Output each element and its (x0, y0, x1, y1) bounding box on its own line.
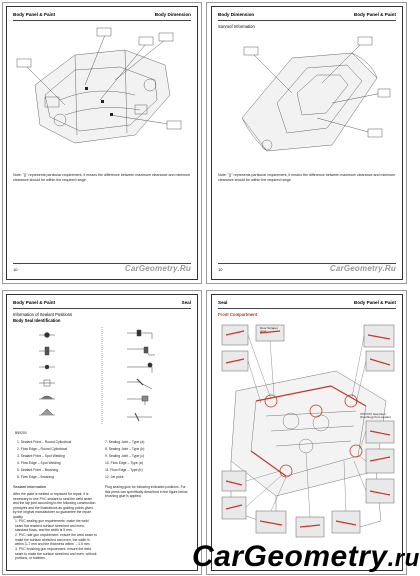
legend-item: 2. Flow Edge – Round Cylindrical (17, 447, 68, 451)
front-compartment-seal-drawing (216, 321, 398, 541)
callout-door-scraper: Door Scraper goss (260, 326, 278, 334)
sealant-information-heading: Sealant Information (13, 485, 46, 489)
footer-watermark: CarGeometry.Ru (124, 264, 191, 273)
legend-item: 11. Flow Edge – Type (b) (105, 468, 143, 472)
site-watermark-tld: .ru (387, 545, 420, 572)
legend-item: 4. Flow Edge – Spot Welding (17, 461, 61, 465)
site-watermark (192, 540, 420, 574)
header-right: Seal (181, 300, 191, 305)
clearance-note: Note: "()" represents particular requirement, it means the difference between maximum clearance and minimum clearance should be within the required range. (218, 173, 396, 182)
plug-sealing-note: Plug sealing glue for following indicated positions. For this press can specifically described in the figure below, brushing glue is applied. (105, 485, 189, 499)
figure-code: B59200 (15, 431, 27, 435)
header-right: Body Panel & Paint (353, 300, 396, 305)
legend-item: 10. Flow Edge – Type (a) (105, 461, 143, 465)
sunroof-vehicle-drawing (222, 33, 392, 163)
header-left: Body Dimension (218, 12, 255, 17)
page-header (218, 299, 396, 309)
sealant-bullet: 3. PVC brushing gun requirement: ensure the weld seam to make the surface stretched and even, without portions, or bubbles. (15, 547, 97, 561)
legend-item: 7. Sealing Joint – Type (a) (105, 440, 145, 444)
body-seal-identification-subtitle: Body Seal Identification (13, 318, 61, 323)
section-title: Sunroof Information (218, 24, 255, 29)
seal-symbol-table (27, 327, 177, 427)
header-right: Body Dimension (154, 12, 191, 17)
footer-watermark: CarGeometry.Ru (329, 264, 396, 273)
header-left: Body Panel & Paint (13, 12, 56, 17)
callout-gap-door: XXXXXX Gap Door (brushing) from sealant (360, 412, 391, 420)
document-page-sunroof (211, 6, 403, 280)
page-footer (13, 263, 191, 276)
clearance-note: Note: "()" represents particular requirement, it means the difference between maximum clearance and minimum clearance should be within the required range. (13, 173, 191, 182)
header-right: Body Panel & Paint (353, 12, 396, 17)
page-footer (218, 263, 396, 276)
legend-item: 1. Sealant Point – Round Cylindrical (17, 440, 72, 444)
legend-item: 9. Sealing Joint – Type (c) (105, 454, 145, 458)
document-page-seal-identification (6, 294, 198, 571)
sealant-positions-title: Information of Sealant Positions (13, 312, 73, 317)
page-footer (13, 565, 191, 569)
legend-item: 12. Jet point (105, 475, 124, 479)
page-number: 10 (218, 267, 223, 272)
sealant-bullet: 1. PVC sealing gun requirements: make the weld seam flat reached surface stretched and even, standard flows, and the width is 5 mm. (15, 519, 89, 533)
page-header (218, 11, 396, 21)
legend-item: 6. Flow Edge – Brushing (17, 475, 54, 479)
vehicle-body-dimension-drawing (15, 25, 185, 161)
legend-item: 5. Sealant Point – Brushing (17, 468, 59, 472)
document-page-body-dimension (6, 6, 198, 280)
page-number: 10 (13, 267, 18, 272)
page-header (13, 299, 191, 309)
sealant-bullet: 2. PVC rate gun requirement: ensure the weld seam to make the surface stretched and even, the width is within 3–7 mm and the thickness within …1.5 mm. (15, 533, 97, 547)
site-watermark-main: CarGeometry (192, 540, 388, 573)
header-left: Seal (218, 300, 228, 305)
legend-item: 3. Sealant Point – Spot Welding (17, 454, 65, 458)
page-header (13, 11, 191, 21)
header-left: Body Panel & Paint (13, 300, 56, 305)
sealant-information-body: After the plate is welded or replaced for repair, it is necessary to use PVC sealant to seal the weld seam and the lap joint according to the following construction principles and the illustrations as guiding points given by the original manufacturer so guarantee the repair quality. (13, 492, 96, 519)
section-title: Front Compartment (218, 312, 258, 317)
legend-item: 8. Sealing Joint – Type (b) (105, 447, 145, 451)
document-page-front-compartment (211, 294, 403, 571)
